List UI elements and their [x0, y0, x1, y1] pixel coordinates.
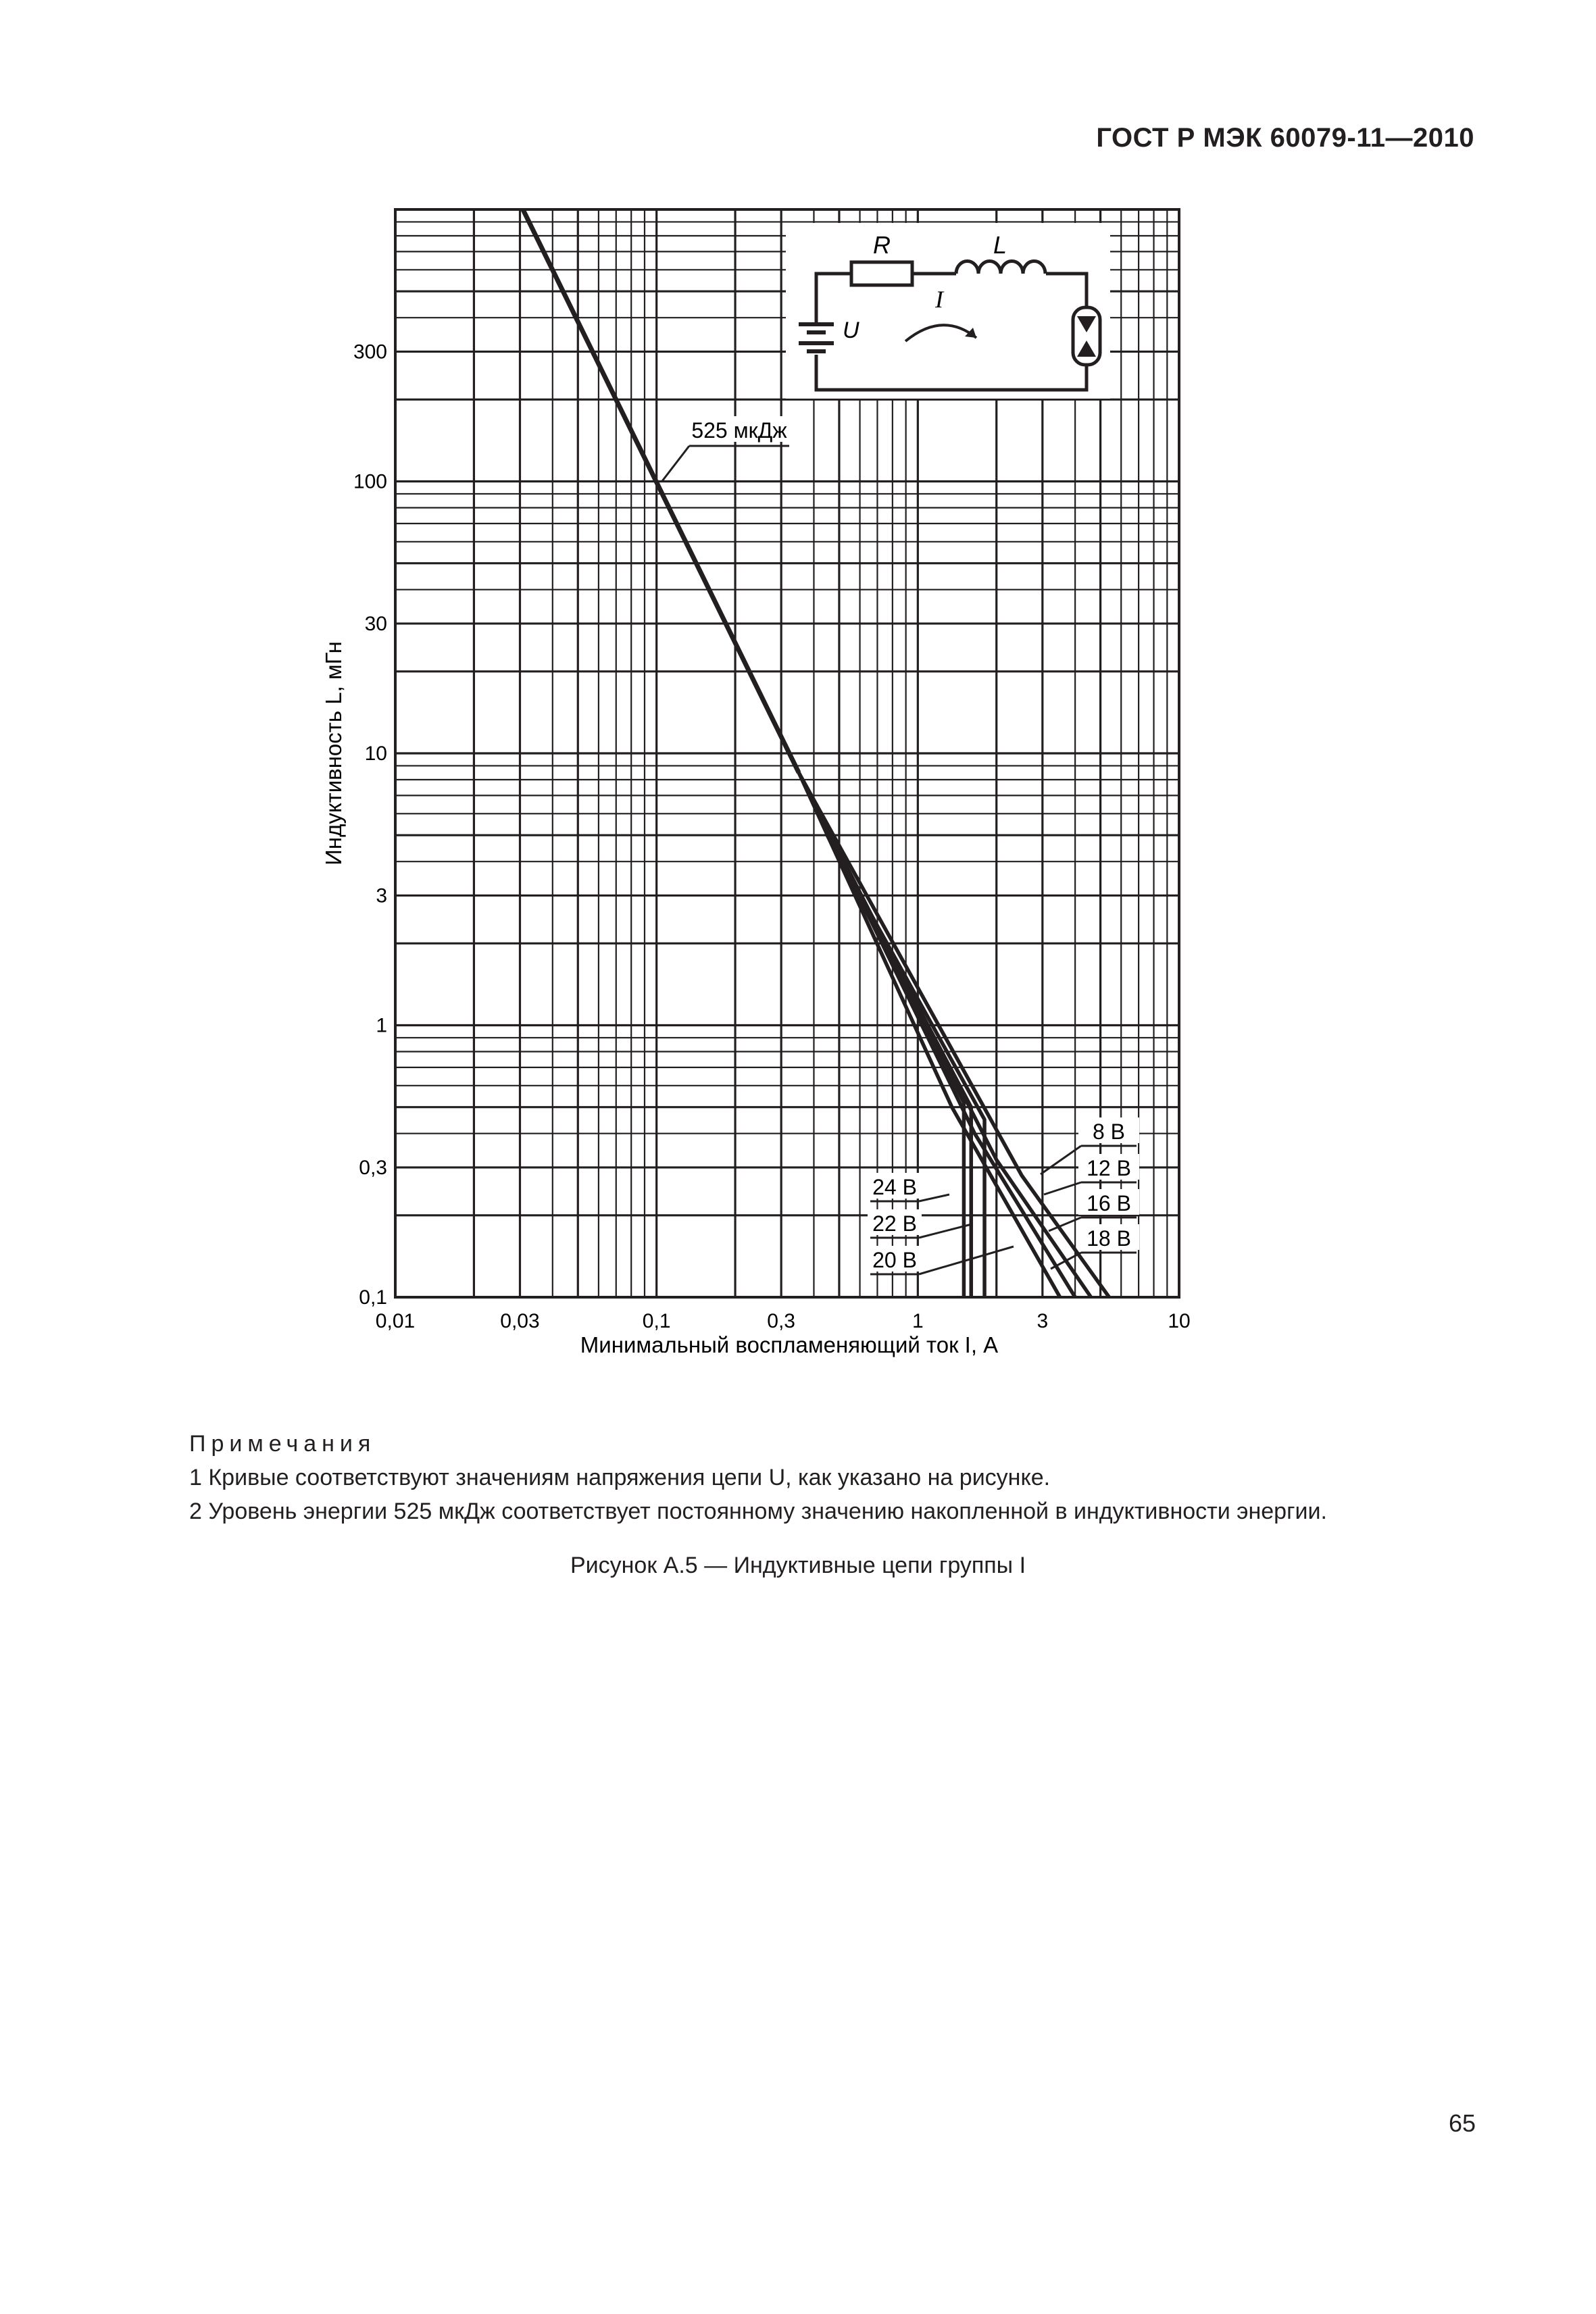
x-tick-label: 10	[1168, 1310, 1191, 1332]
curve-label-leader	[1051, 1253, 1081, 1269]
x-tick-label: 0,3	[767, 1310, 796, 1332]
notes-block	[189, 1427, 1473, 1528]
curve-label: 20 В	[872, 1248, 917, 1272]
page-number: 65	[1448, 2109, 1476, 2137]
curve-label: 12 В	[1087, 1156, 1131, 1180]
y-axis-title: Индуктивность L, мГн	[321, 641, 346, 865]
spark-gap-symbol	[1073, 307, 1100, 365]
y-tick-label: 100	[353, 470, 387, 493]
y-tick-label: 10	[364, 743, 387, 765]
note-2: 2 Уровень энергии 525 мкДж соответствует постоянному значению накопленной в индуктивности энергии.	[189, 1499, 1327, 1524]
y-tick-label: 0,1	[359, 1286, 387, 1309]
chart-tick-labels	[353, 341, 1191, 1332]
x-tick-label: 0,03	[500, 1310, 540, 1332]
note-1: 1 Кривые соответствуют значениям напряжения цепи U, как указано на рисунке.	[189, 1465, 1051, 1490]
inset-label-r: R	[873, 231, 891, 259]
x-tick-label: 1	[912, 1310, 924, 1332]
curve-label: 16 В	[1087, 1191, 1131, 1215]
curve-label: 8 В	[1092, 1120, 1126, 1144]
inset-label-l: L	[993, 231, 1007, 259]
curve-label: 18 В	[1087, 1226, 1131, 1251]
y-tick-label: 0,3	[359, 1156, 387, 1179]
x-tick-label: 0,1	[642, 1310, 671, 1332]
y-tick-label: 300	[353, 341, 387, 363]
inset-label-i: I	[935, 286, 943, 313]
figure-caption: Рисунок А.5 — Индуктивные цепи группы I	[570, 1553, 1026, 1578]
curve-label: 22 В	[872, 1211, 917, 1236]
notes-title: Примечания	[189, 1431, 376, 1457]
y-tick-label: 3	[376, 884, 387, 907]
resistor-symbol	[851, 262, 912, 285]
y-tick-label: 1	[376, 1014, 387, 1037]
x-axis-title: Минимальный воспламеняющий ток I, А	[580, 1332, 999, 1357]
chart-curve-labels	[662, 416, 1139, 1274]
document-header: ГОСТ Р МЭК 60079-11—2010	[1096, 123, 1474, 153]
curve-label: 525 мкДж	[691, 418, 787, 443]
inset-label-u: U	[843, 318, 859, 343]
curve-label-leader	[662, 446, 689, 481]
x-tick-label: 0,01	[375, 1310, 416, 1332]
curve-525-мкДж	[523, 209, 799, 772]
curve-label: 24 В	[872, 1175, 917, 1199]
curve-label-leader	[919, 1194, 949, 1201]
curve-label-leader	[919, 1247, 1014, 1274]
curve-8-В	[799, 772, 1109, 1297]
x-tick-label: 3	[1037, 1310, 1049, 1332]
circuit-inset	[786, 223, 1110, 399]
y-tick-label: 30	[364, 612, 387, 635]
